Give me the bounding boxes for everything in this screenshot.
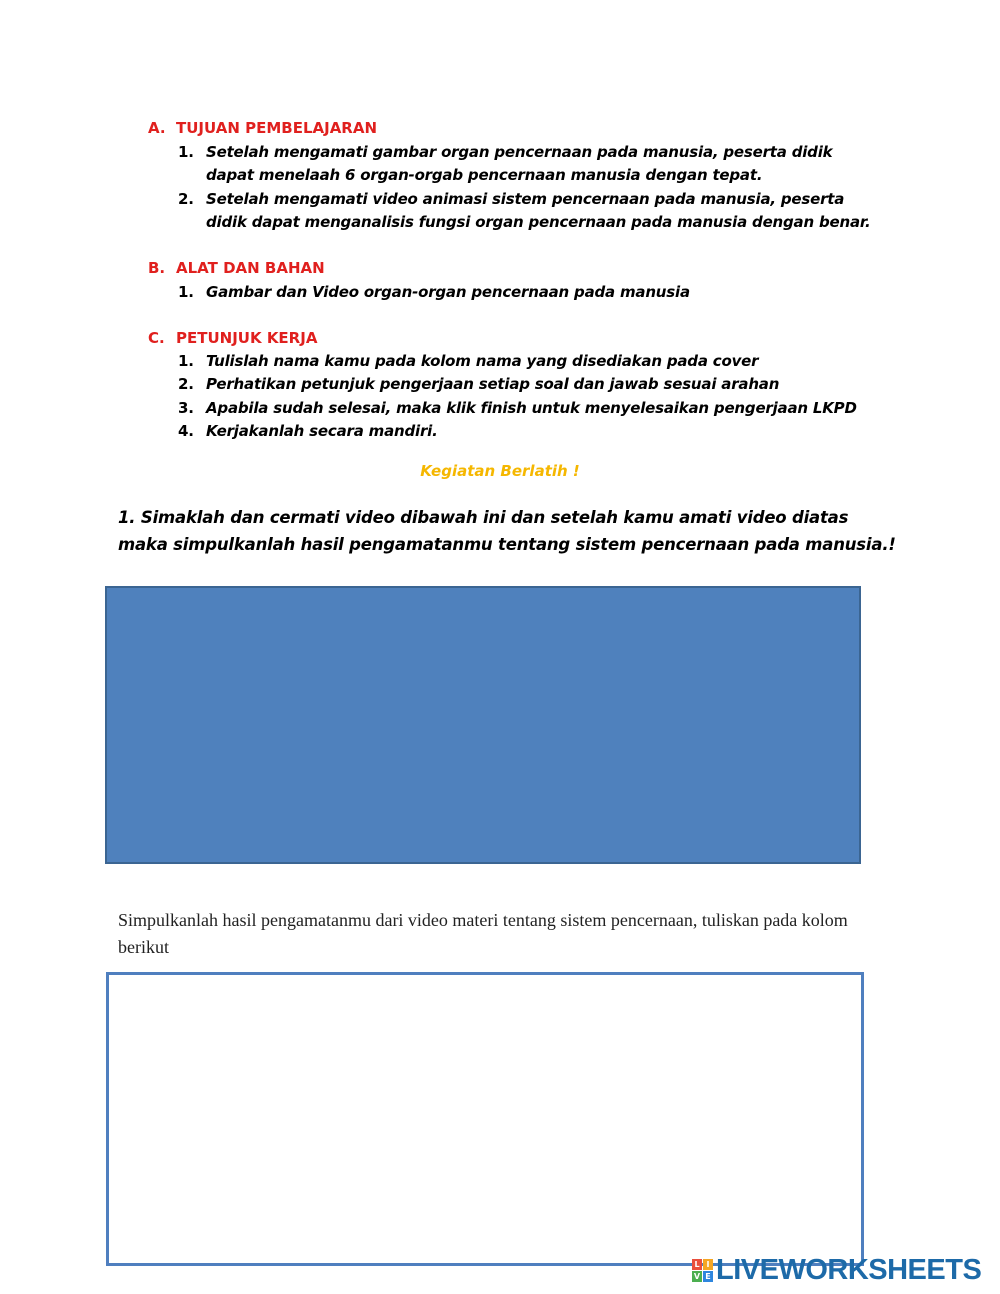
list-item xyxy=(178,373,878,396)
item-number: 2. xyxy=(178,375,194,393)
liveworksheets-logo-icon xyxy=(692,1259,713,1282)
logo-letter: L xyxy=(692,1259,702,1270)
liveworksheets-brand xyxy=(692,1254,981,1287)
item-text: Perhatikan petunjuk pengerjaan setiap soal dan jawab sesuai arahan xyxy=(206,375,780,393)
item-number: 2. xyxy=(178,190,194,208)
question-text: 1. Simaklah dan cermati video dibawah ini dan setelah kamu amati video diatas maka simpulkanlah hasil pengamatanmu tentang sistem pencernaan pada manusia.! xyxy=(118,508,896,554)
section-heading xyxy=(148,258,325,278)
list-item xyxy=(178,188,878,234)
item-text: Kerjakanlah secara mandiri. xyxy=(206,422,438,440)
item-number: 3. xyxy=(178,399,194,417)
section-title: PETUNJUK KERJA xyxy=(176,329,318,347)
item-text: Apabila sudah selesai, maka klik finish untuk menyelesaikan pengerjaan LKPD xyxy=(206,399,857,417)
logo-letter: V xyxy=(693,1272,701,1281)
list-item xyxy=(178,141,878,187)
section-letter: C. xyxy=(148,329,165,347)
item-number: 4. xyxy=(178,422,194,440)
item-text: Gambar dan Video organ-organ pencernaan pada manusia xyxy=(206,283,690,301)
section-heading xyxy=(148,328,317,348)
logo-letter: E xyxy=(703,1271,713,1282)
video-player[interactable] xyxy=(105,586,861,864)
section-title: TUJUAN PEMBELAJARAN xyxy=(176,119,378,137)
item-text: Tulislah nama kamu pada kolom nama yang disediakan pada cover xyxy=(206,352,759,370)
list-item xyxy=(178,281,878,304)
logo-letter: I xyxy=(703,1259,713,1270)
list-item xyxy=(178,350,878,373)
section-title: ALAT DAN BAHAN xyxy=(176,259,325,277)
item-text: Setelah mengamati video animasi sistem pencernaan pada manusia, peserta didik dapat menganalisis fungsi organ pencernaan pada manusia dengan benar. xyxy=(206,190,871,231)
item-number: 1. xyxy=(178,352,194,370)
section-heading xyxy=(148,118,377,138)
item-number: 1. xyxy=(178,143,194,161)
brand-name: LIVEWORKSHEETS xyxy=(716,1254,982,1286)
list-item xyxy=(178,420,878,443)
activity-title: Kegiatan Berlatih ! xyxy=(420,462,580,480)
section-letter: B. xyxy=(148,259,166,277)
list-item xyxy=(178,397,878,420)
section-letter: A. xyxy=(148,119,166,137)
item-text: Setelah mengamati gambar organ pencernaan pada manusia, peserta didik dapat menelaah 6 organ-orgab pencernaan manusia dengan tepat. xyxy=(206,143,833,184)
instruction-text: Simpulkanlah hasil pengamatanmu dari video materi tentang sistem pencernaan, tuliskan pada kolom berikut xyxy=(118,910,848,957)
item-number: 1. xyxy=(178,283,194,301)
answer-textbox[interactable] xyxy=(106,972,864,1266)
